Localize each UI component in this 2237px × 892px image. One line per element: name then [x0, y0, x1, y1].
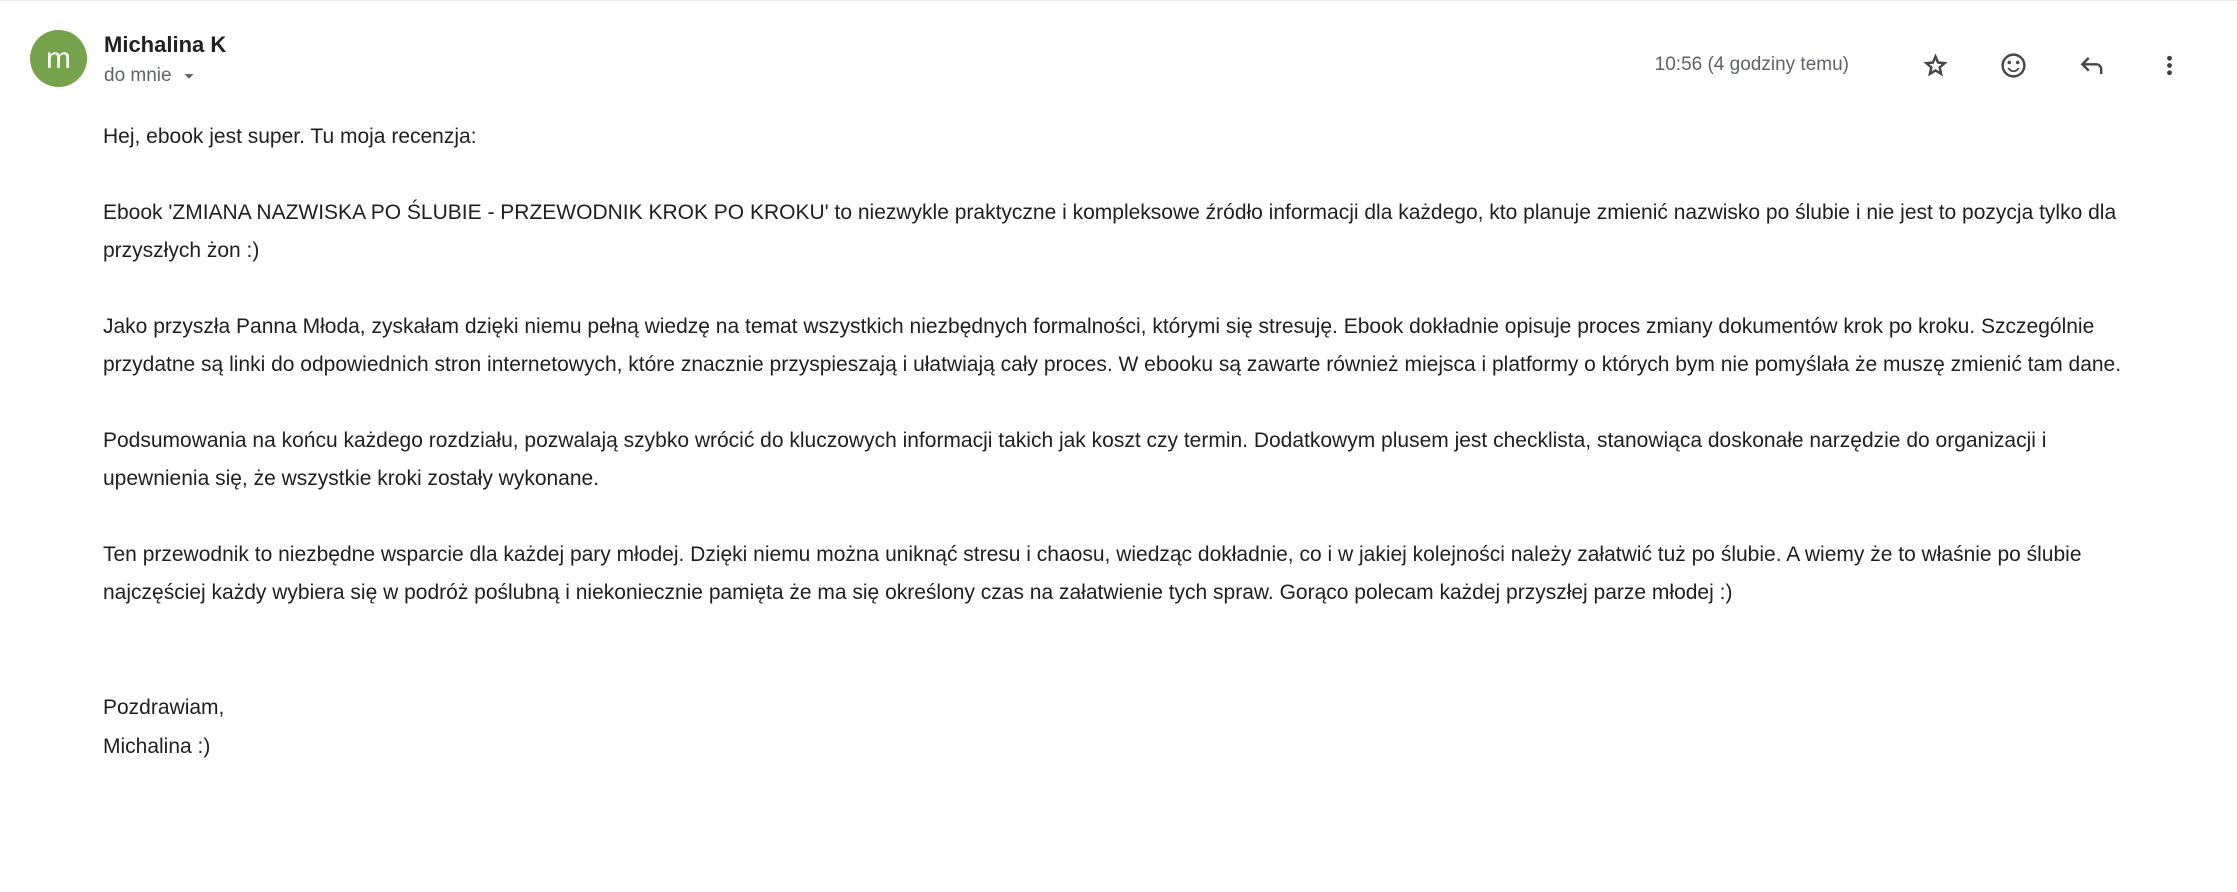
body-paragraph: Hej, ebook jest super. Tu moja recenzja: — [103, 125, 477, 148]
more-vertical-icon — [2155, 51, 2184, 80]
emoji-reaction-button[interactable] — [1993, 45, 2033, 85]
star-button[interactable] — [1915, 45, 1955, 85]
email-body — [0, 88, 2237, 766]
signature — [103, 688, 2137, 766]
star-outline-icon — [1921, 51, 1950, 80]
more-options-button[interactable] — [2149, 45, 2189, 85]
email-timestamp: 10:56 (4 godziny temu) — [1654, 54, 1849, 75]
header-meta — [1655, 45, 2189, 85]
sender-name: Michalina K — [104, 32, 227, 57]
recipient-details-toggle[interactable] — [104, 64, 200, 88]
chevron-down-icon — [178, 65, 200, 87]
reply-button[interactable] — [2071, 45, 2111, 85]
smiley-icon — [1999, 51, 2028, 80]
body-paragraph: Jako przyszła Panna Młoda, zyskałam dzięki niemu pełną wiedzę na temat wszystkich niezbędnych formalności, którymi się stresuję. Ebook dokładnie opisuje proces zmiany dokumentów krok po kroku. Szczególnie przydatne są linki do odpowiednich stron internetowych, które znacznie przyspieszają i ułatwiają cały proces. W ebooku są zawarte również miejsca i platformy o których bym nie pomyślała że muszę zmienić tam dane. — [103, 315, 2122, 376]
reply-icon — [2077, 51, 2106, 80]
sender-avatar[interactable]: m — [30, 30, 87, 87]
body-paragraph: Podsumowania na końcu każdego rozdziału, pozwalają szybko wrócić do kluczowych informacji takich jak koszt czy termin. Dodatkowym plusem jest checklista, stanowiąca doskonałe narzędzie do organizacji i upewnienia się, że wszystkie kroki zostały wykonane. — [103, 429, 2047, 490]
body-paragraph: Ten przewodnik to niezbędne wsparcie dla każdej pary młodej. Dzięki niemu można uniknąć stresu i chaosu, wiedząc dokładnie, co i w jakiej kolejności należy załatwić tuż po ślubie. A wiemy że to właśnie po ślubie najczęściej każdy wybiera się w podróż poślubną i niekoniecznie pamięta że ma się określony czas na załatwienie tych spraw. Gorąco polecam każdej przyszłej parze młodej :) — [103, 543, 2082, 604]
recipient-label: do mnie — [104, 65, 172, 86]
email-header — [0, 9, 2237, 88]
body-paragraph: Ebook 'ZMIANA NAZWISKA PO ŚLUBIE - PRZEWODNIK KROK PO KROKU' to niezwykle praktyczne i kompleksowe źródło informacji dla każdego, kto planuje zmienić nazwisko po ślubie i nie jest to pozycja tylko dla przyszłych żon :) — [103, 201, 2117, 262]
sender-block — [104, 29, 226, 88]
signature-line: Michalina :) — [103, 735, 211, 758]
signature-line: Pozdrawiam, — [103, 696, 225, 719]
